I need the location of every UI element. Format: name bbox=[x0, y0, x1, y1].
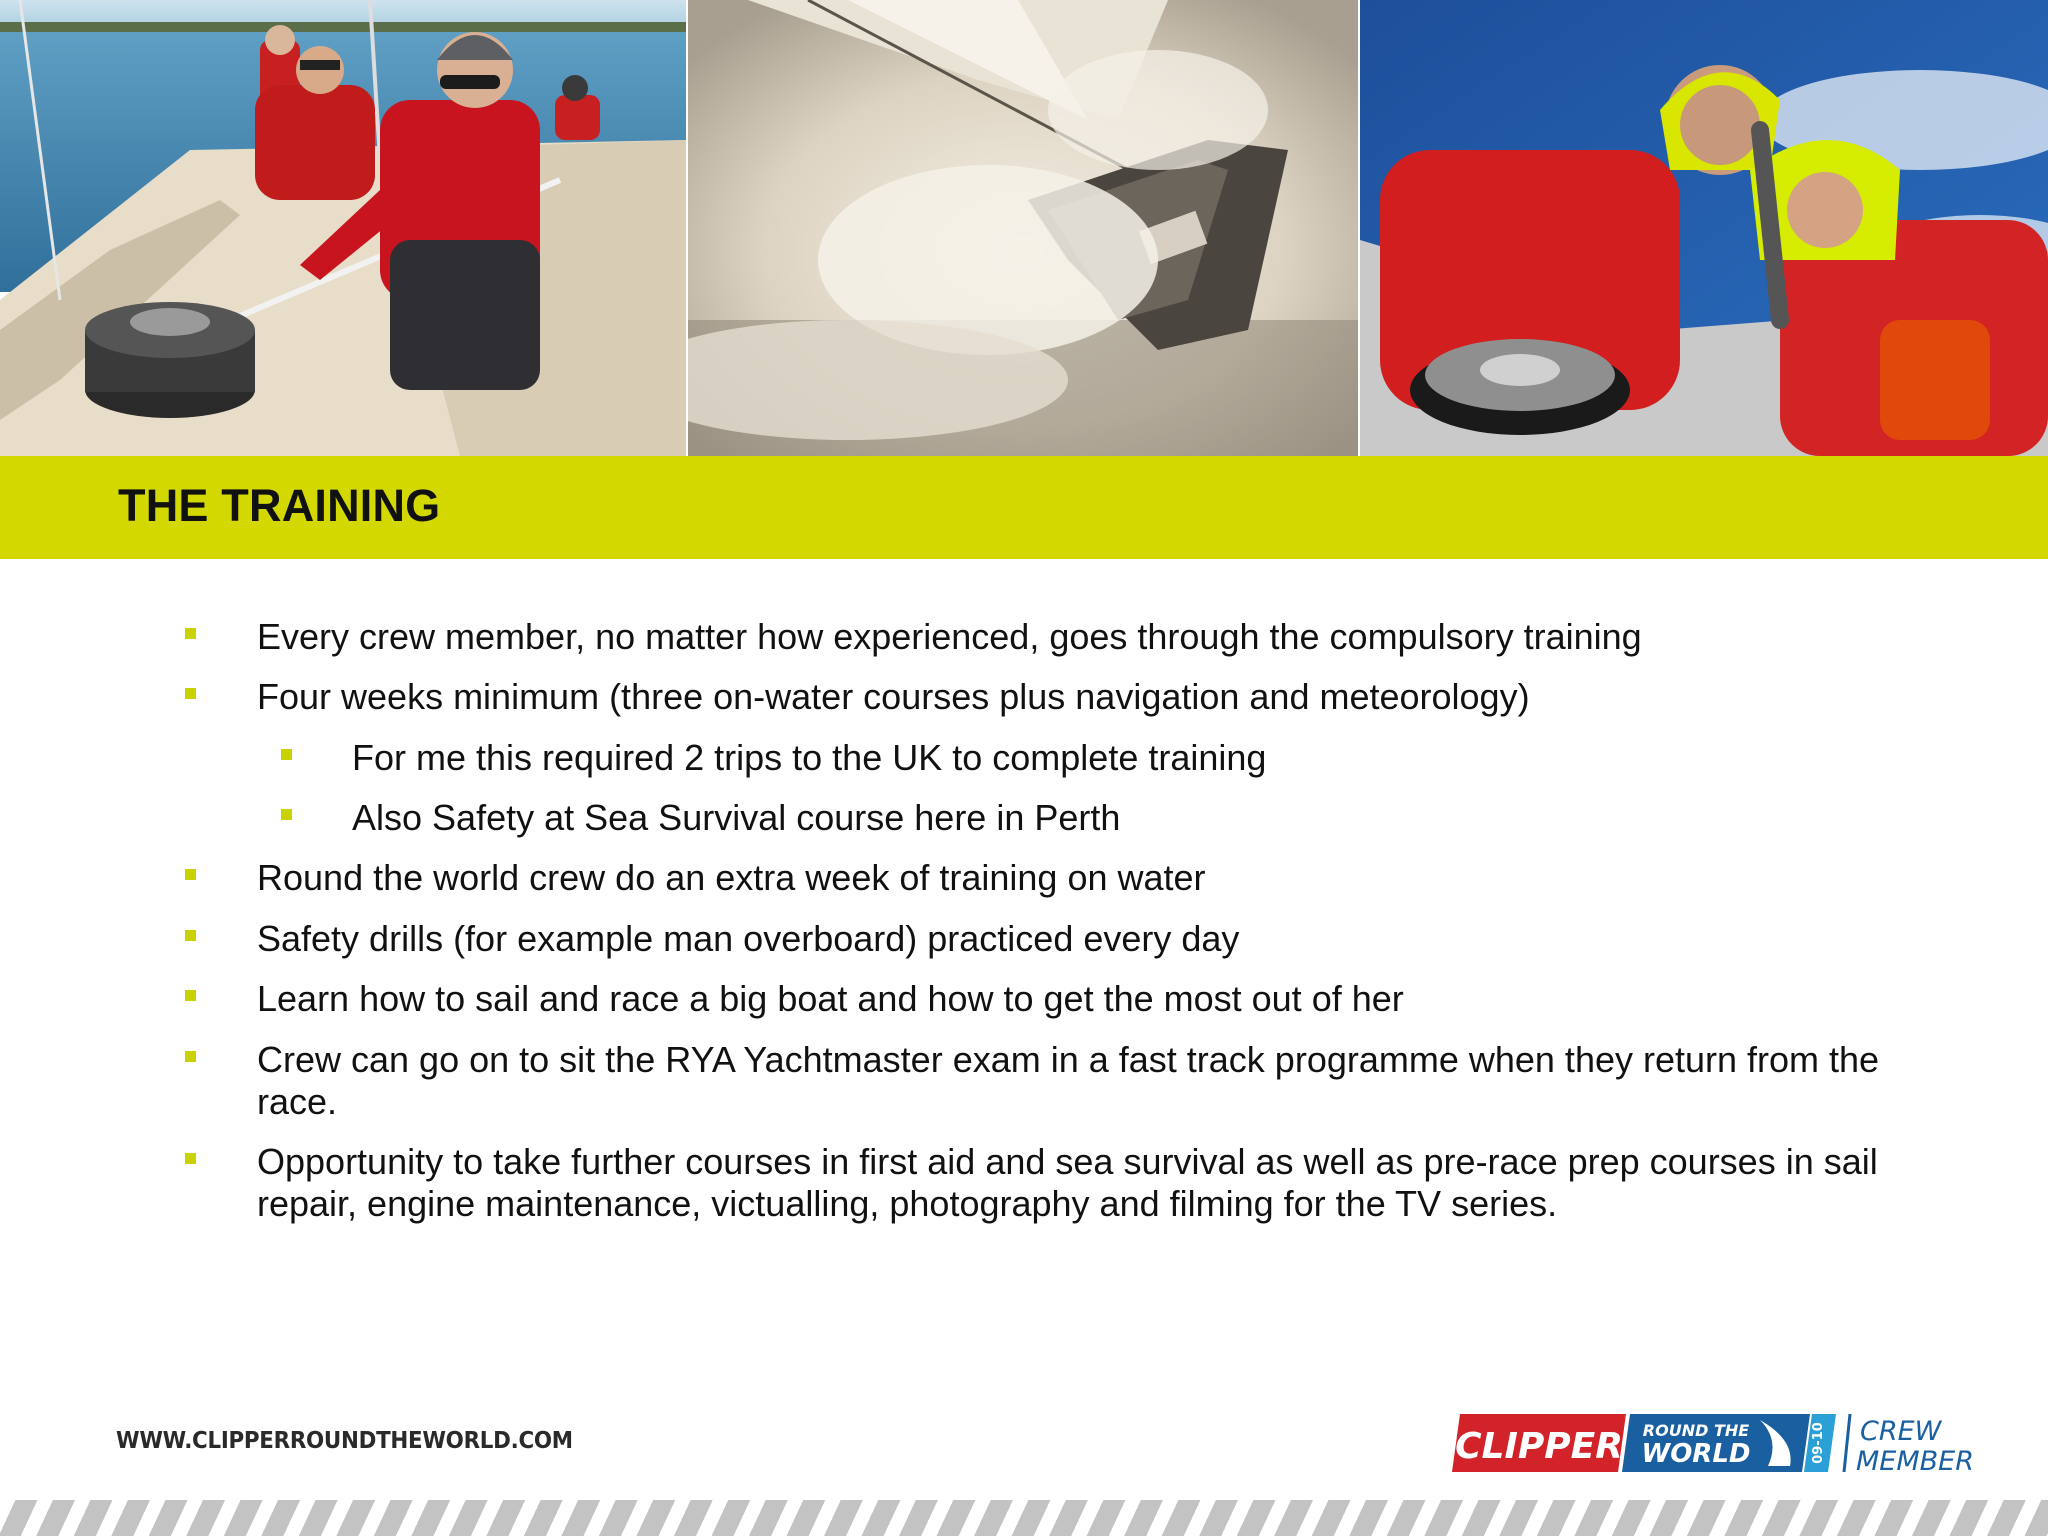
bullet-text: Safety drills (for example man overboard) practiced every day bbox=[257, 918, 1240, 959]
bullet-item bbox=[257, 857, 1907, 899]
bullet-text: For me this required 2 trips to the UK to complete training bbox=[352, 737, 1267, 778]
bullet-text: Every crew member, no matter how experienced, goes through the compulsory training bbox=[257, 616, 1642, 657]
logo-member-text: MEMBER bbox=[1856, 1446, 1974, 1476]
website-url[interactable]: WWW.CLIPPERROUNDTHEWORLD.COM bbox=[116, 1428, 573, 1454]
bullet-marker bbox=[281, 749, 292, 760]
bullet-item bbox=[257, 676, 1907, 718]
bullet-marker bbox=[185, 1051, 196, 1062]
logo-round-the-text: ROUND THE bbox=[1642, 1421, 1750, 1440]
sub-bullet-item bbox=[352, 797, 2002, 839]
bullet-marker bbox=[185, 1153, 196, 1164]
page-title: THE TRAINING bbox=[118, 480, 441, 531]
bullet-text: Crew can go on to sit the RYA Yachtmaster exam in a fast track programme when they return from the race. bbox=[257, 1039, 1880, 1122]
bullet-marker bbox=[185, 869, 196, 880]
bullet-item bbox=[257, 978, 1907, 1020]
logo-crew-text: CREW bbox=[1860, 1416, 1942, 1447]
bullet-item bbox=[257, 918, 1907, 960]
header-photo-strip bbox=[0, 0, 2048, 456]
bullet-item bbox=[257, 616, 1907, 658]
yacht-in-spray-photo bbox=[688, 0, 1358, 456]
bullet-text: Round the world crew do an extra week of training on water bbox=[257, 857, 1206, 898]
bullet-marker bbox=[185, 990, 196, 1001]
bullet-text: Opportunity to take further courses in first aid and sea survival as well as pre-race prep courses in sail repair, engine maintenance, victualling, photography and filming for the TV series. bbox=[257, 1141, 1878, 1224]
logo-brand-text: CLIPPER bbox=[1455, 1426, 1623, 1467]
bullet-marker bbox=[185, 688, 196, 699]
bullet-item bbox=[257, 1141, 1907, 1225]
logo-edition-text: 09-10 bbox=[1811, 1422, 1826, 1464]
bullet-text: Four weeks minimum (three on-water courses plus navigation and meteorology) bbox=[257, 676, 1530, 717]
crew-on-deck-photo bbox=[0, 0, 686, 456]
bullet-marker bbox=[281, 809, 292, 820]
bullet-item bbox=[257, 1039, 1907, 1123]
logo-world-text: WORLD bbox=[1641, 1439, 1751, 1469]
crew-at-winch-photo bbox=[1360, 0, 2048, 456]
sub-bullet-item bbox=[352, 737, 2002, 779]
bullet-marker bbox=[185, 930, 196, 941]
footer-stripe-band bbox=[0, 1500, 2048, 1536]
bullet-marker bbox=[185, 628, 196, 639]
bullet-text: Learn how to sail and race a big boat and how to get the most out of her bbox=[257, 978, 1404, 1019]
bullet-text: Also Safety at Sea Survival course here in Perth bbox=[352, 797, 1121, 838]
clipper-crew-member-logo bbox=[1450, 1410, 2000, 1476]
